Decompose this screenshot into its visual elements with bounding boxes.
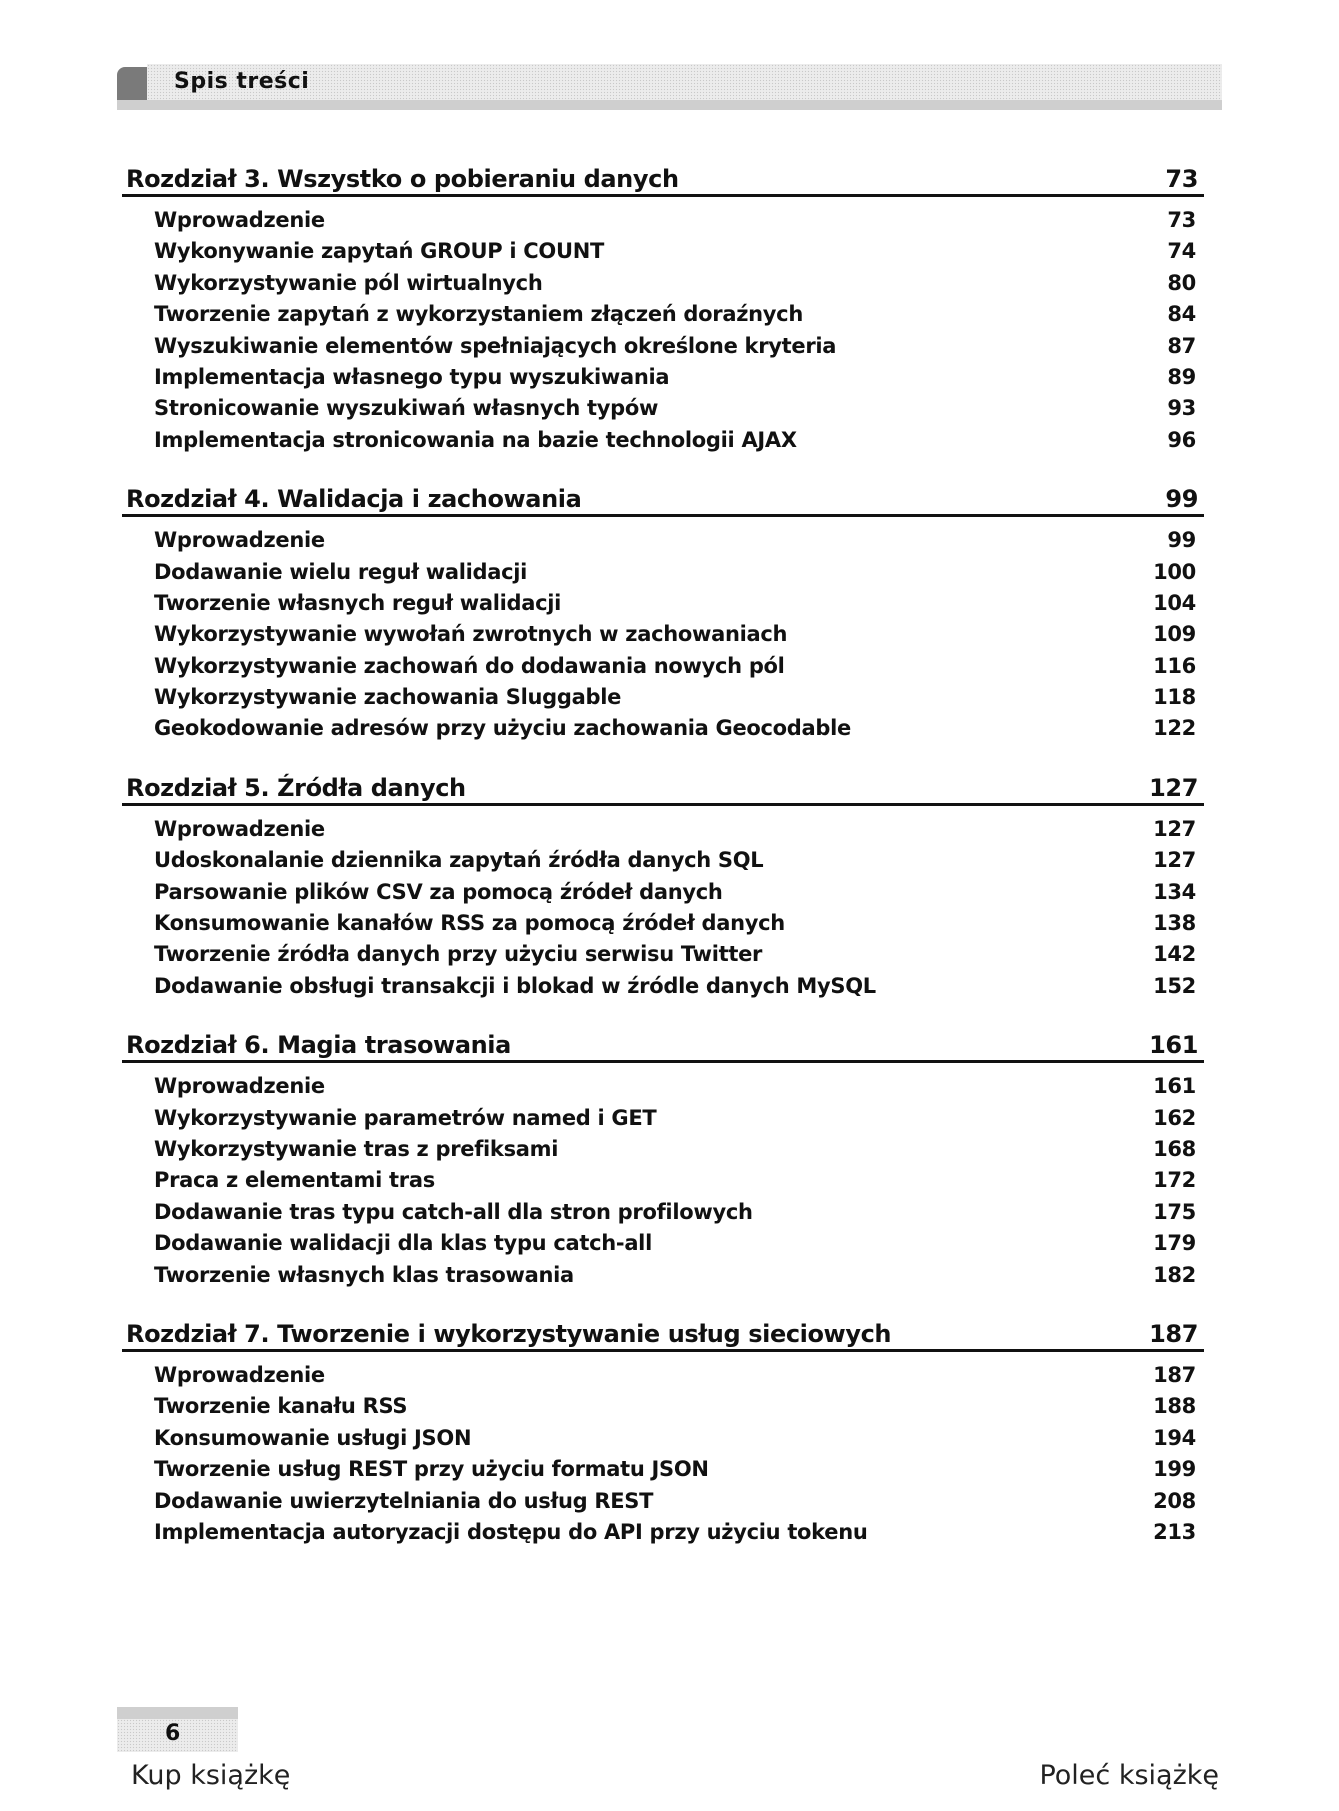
toc-entry[interactable] [122, 268, 1204, 299]
header-rule [117, 100, 1222, 110]
toc-entry[interactable] [122, 1454, 1204, 1485]
entry-title: Tworzenie kanału RSS [154, 1394, 408, 1419]
chapter-title: Rozdział 3. Wszystko o pobieraniu danych [126, 165, 679, 193]
entry-title: Implementacja autoryzacji dostępu do API przy użyciu tokenu [154, 1519, 868, 1544]
entry-page-number: 116 [1153, 653, 1196, 678]
entry-page-number: 127 [1153, 848, 1196, 873]
chapter-heading[interactable] [122, 767, 1204, 806]
entry-page-number: 87 [1167, 333, 1196, 358]
chapter-page-number: 187 [1149, 1319, 1198, 1348]
entry-title: Wykorzystywanie tras z prefiksami [154, 1136, 559, 1161]
toc-entry[interactable] [122, 1103, 1204, 1134]
entry-title: Implementacja stronicowania na bazie technologii AJAX [154, 427, 797, 452]
chapter-title: Rozdział 7. Tworzenie i wykorzystywanie usług sieciowych [126, 1319, 892, 1348]
entry-title: Stronicowanie wyszukiwań własnych typów [154, 396, 659, 421]
entry-page-number: 93 [1167, 396, 1196, 421]
entry-title: Wykorzystywanie zachowania Sluggable [154, 685, 622, 710]
entry-page-number: 96 [1167, 427, 1196, 452]
entry-page-number: 104 [1153, 590, 1196, 615]
entry-page-number: 73 [1167, 208, 1196, 232]
toc-entry[interactable] [122, 1071, 1204, 1102]
entry-title: Wyszukiwanie elementów spełniających określone kryteria [154, 333, 837, 358]
toc-entry[interactable] [122, 393, 1204, 424]
entry-page-number: 179 [1153, 1231, 1196, 1256]
entry-page-number: 194 [1153, 1425, 1196, 1450]
page-number-tab [117, 1707, 238, 1752]
toc-chapter [122, 158, 1204, 456]
toc-entry[interactable] [122, 236, 1204, 267]
entry-page-number: 161 [1153, 1074, 1196, 1099]
chapter-title: Rozdział 6. Magia trasowania [126, 1031, 511, 1060]
entry-title: Geokodowanie adresów przy użyciu zachowania Geocodable [154, 716, 851, 741]
entry-title: Tworzenie własnych klas trasowania [154, 1262, 574, 1287]
toc-entry[interactable] [122, 1486, 1204, 1517]
toc-entry[interactable] [122, 205, 1204, 236]
entry-page-number: 138 [1153, 911, 1196, 936]
chapter-page-number: 99 [1165, 485, 1198, 514]
entry-title: Tworzenie zapytań z wykorzystaniem złączeń doraźnych [154, 302, 803, 327]
recommend-book-link[interactable]: Poleć książkę [1039, 1760, 1219, 1791]
entry-page-number: 118 [1153, 685, 1196, 710]
entry-title: Wprowadzenie [154, 208, 325, 232]
page-tab-rule [117, 1707, 238, 1719]
entry-title: Wykorzystywanie parametrów named i GET [154, 1105, 657, 1130]
toc-entry[interactable] [122, 1260, 1204, 1291]
entry-page-number: 100 [1153, 559, 1196, 584]
entry-title: Praca z elementami tras [154, 1168, 435, 1193]
toc-chapter [122, 767, 1204, 1002]
toc-entry[interactable] [122, 939, 1204, 970]
toc-entry[interactable] [122, 588, 1204, 619]
entry-title: Wykonywanie zapytań GROUP i COUNT [154, 239, 605, 264]
entry-title: Dodawanie obsługi transakcji i blokad w źródle danych MySQL [154, 973, 876, 998]
toc-entry[interactable] [122, 1134, 1204, 1165]
toc-entry[interactable] [122, 814, 1204, 845]
buy-book-link[interactable]: Kup książkę [131, 1760, 291, 1791]
toc-entry[interactable] [122, 299, 1204, 330]
entry-title: Wykorzystywanie wywołań zwrotnych w zachowaniach [154, 622, 788, 647]
toc-entry[interactable] [122, 651, 1204, 682]
entry-title: Wprowadzenie [154, 816, 325, 841]
entry-title: Wprowadzenie [154, 528, 325, 553]
toc-entry[interactable] [122, 1423, 1204, 1454]
entry-page-number: 142 [1153, 942, 1196, 967]
toc-entry[interactable] [122, 971, 1204, 1002]
entry-title: Dodawanie uwierzytelniania do usług REST [154, 1488, 654, 1513]
table-of-contents [122, 158, 1204, 1570]
toc-entry[interactable] [122, 1165, 1204, 1196]
toc-chapter [122, 1313, 1204, 1548]
toc-entry[interactable] [122, 362, 1204, 393]
chapter-page-number: 161 [1149, 1031, 1198, 1060]
chapter-page-number: 127 [1149, 773, 1198, 802]
toc-entry[interactable] [122, 1391, 1204, 1422]
entry-title: Dodawanie wielu reguł walidacji [154, 559, 528, 584]
entry-page-number: 175 [1153, 1199, 1196, 1224]
chapter-heading[interactable] [122, 1024, 1204, 1063]
toc-entry[interactable] [122, 1517, 1204, 1548]
chapter-page-number: 73 [1165, 165, 1198, 193]
chapter-heading[interactable] [122, 158, 1204, 197]
toc-entry[interactable] [122, 1228, 1204, 1259]
toc-entry[interactable] [122, 1197, 1204, 1228]
entry-page-number: 134 [1153, 879, 1196, 904]
entry-page-number: 84 [1167, 302, 1196, 327]
toc-entry[interactable] [122, 525, 1204, 556]
entry-page-number: 208 [1153, 1488, 1196, 1513]
toc-entry[interactable] [122, 713, 1204, 744]
entry-title: Konsumowanie usługi JSON [154, 1425, 472, 1450]
entry-page-number: 89 [1167, 364, 1196, 389]
toc-chapter [122, 1024, 1204, 1291]
entry-title: Wykorzystywanie zachowań do dodawania nowych pól [154, 653, 785, 678]
toc-entry[interactable] [122, 619, 1204, 650]
entry-page-number: 122 [1153, 716, 1196, 741]
chapter-entry-list [122, 814, 1204, 1002]
chapter-title: Rozdział 4. Walidacja i zachowania [126, 485, 582, 514]
entry-title: Implementacja własnego typu wyszukiwania [154, 364, 670, 389]
entry-page-number: 187 [1153, 1362, 1196, 1387]
entry-title: Tworzenie własnych reguł walidacji [154, 590, 562, 615]
toc-entry[interactable] [122, 557, 1204, 588]
entry-title: Dodawanie walidacji dla klas typu catch-all [154, 1231, 652, 1256]
entry-page-number: 199 [1153, 1457, 1196, 1482]
chapter-entry-list [122, 205, 1204, 456]
chapter-heading[interactable] [122, 1313, 1204, 1352]
entry-page-number: 109 [1153, 622, 1196, 647]
entry-page-number: 172 [1153, 1168, 1196, 1193]
toc-entry[interactable] [122, 845, 1204, 876]
chapter-title: Rozdział 5. Źródła danych [126, 773, 466, 802]
entry-page-number: 182 [1153, 1262, 1196, 1287]
entry-page-number: 168 [1153, 1136, 1196, 1161]
header-tab-block [117, 67, 147, 100]
toc-entry[interactable] [122, 425, 1204, 456]
toc-entry[interactable] [122, 331, 1204, 362]
entry-page-number: 213 [1153, 1519, 1196, 1544]
entry-page-number: 188 [1153, 1394, 1196, 1419]
entry-page-number: 74 [1167, 239, 1196, 264]
entry-title: Tworzenie usług REST przy użyciu formatu JSON [154, 1457, 709, 1482]
entry-page-number: 162 [1153, 1105, 1196, 1130]
entry-page-number: 127 [1153, 816, 1196, 841]
chapter-heading[interactable] [122, 478, 1204, 517]
chapter-entry-list [122, 525, 1204, 745]
entry-title: Dodawanie tras typu catch-all dla stron profilowych [154, 1199, 753, 1224]
chapter-entry-list [122, 1071, 1204, 1291]
toc-entry[interactable] [122, 1360, 1204, 1391]
entry-title: Wprowadzenie [154, 1362, 325, 1387]
running-header [117, 64, 1222, 110]
toc-entry[interactable] [122, 877, 1204, 908]
entry-title: Wykorzystywanie pól wirtualnych [154, 270, 543, 295]
entry-title: Tworzenie źródła danych przy użyciu serwisu Twitter [154, 942, 763, 967]
entry-title: Konsumowanie kanałów RSS za pomocą źródeł danych [154, 911, 785, 936]
chapter-entry-list [122, 1360, 1204, 1548]
running-header-title: Spis treści [174, 69, 310, 94]
toc-chapter [122, 478, 1204, 745]
toc-entry[interactable] [122, 682, 1204, 713]
entry-page-number: 99 [1167, 528, 1196, 553]
page-number: 6 [165, 1721, 181, 1746]
toc-entry[interactable] [122, 908, 1204, 939]
entry-page-number: 80 [1167, 270, 1196, 295]
entry-title: Parsowanie plików CSV za pomocą źródeł danych [154, 879, 723, 904]
entry-page-number: 152 [1153, 973, 1196, 998]
entry-title: Udoskonalanie dziennika zapytań źródła danych SQL [154, 848, 764, 873]
entry-title: Wprowadzenie [154, 1074, 325, 1099]
